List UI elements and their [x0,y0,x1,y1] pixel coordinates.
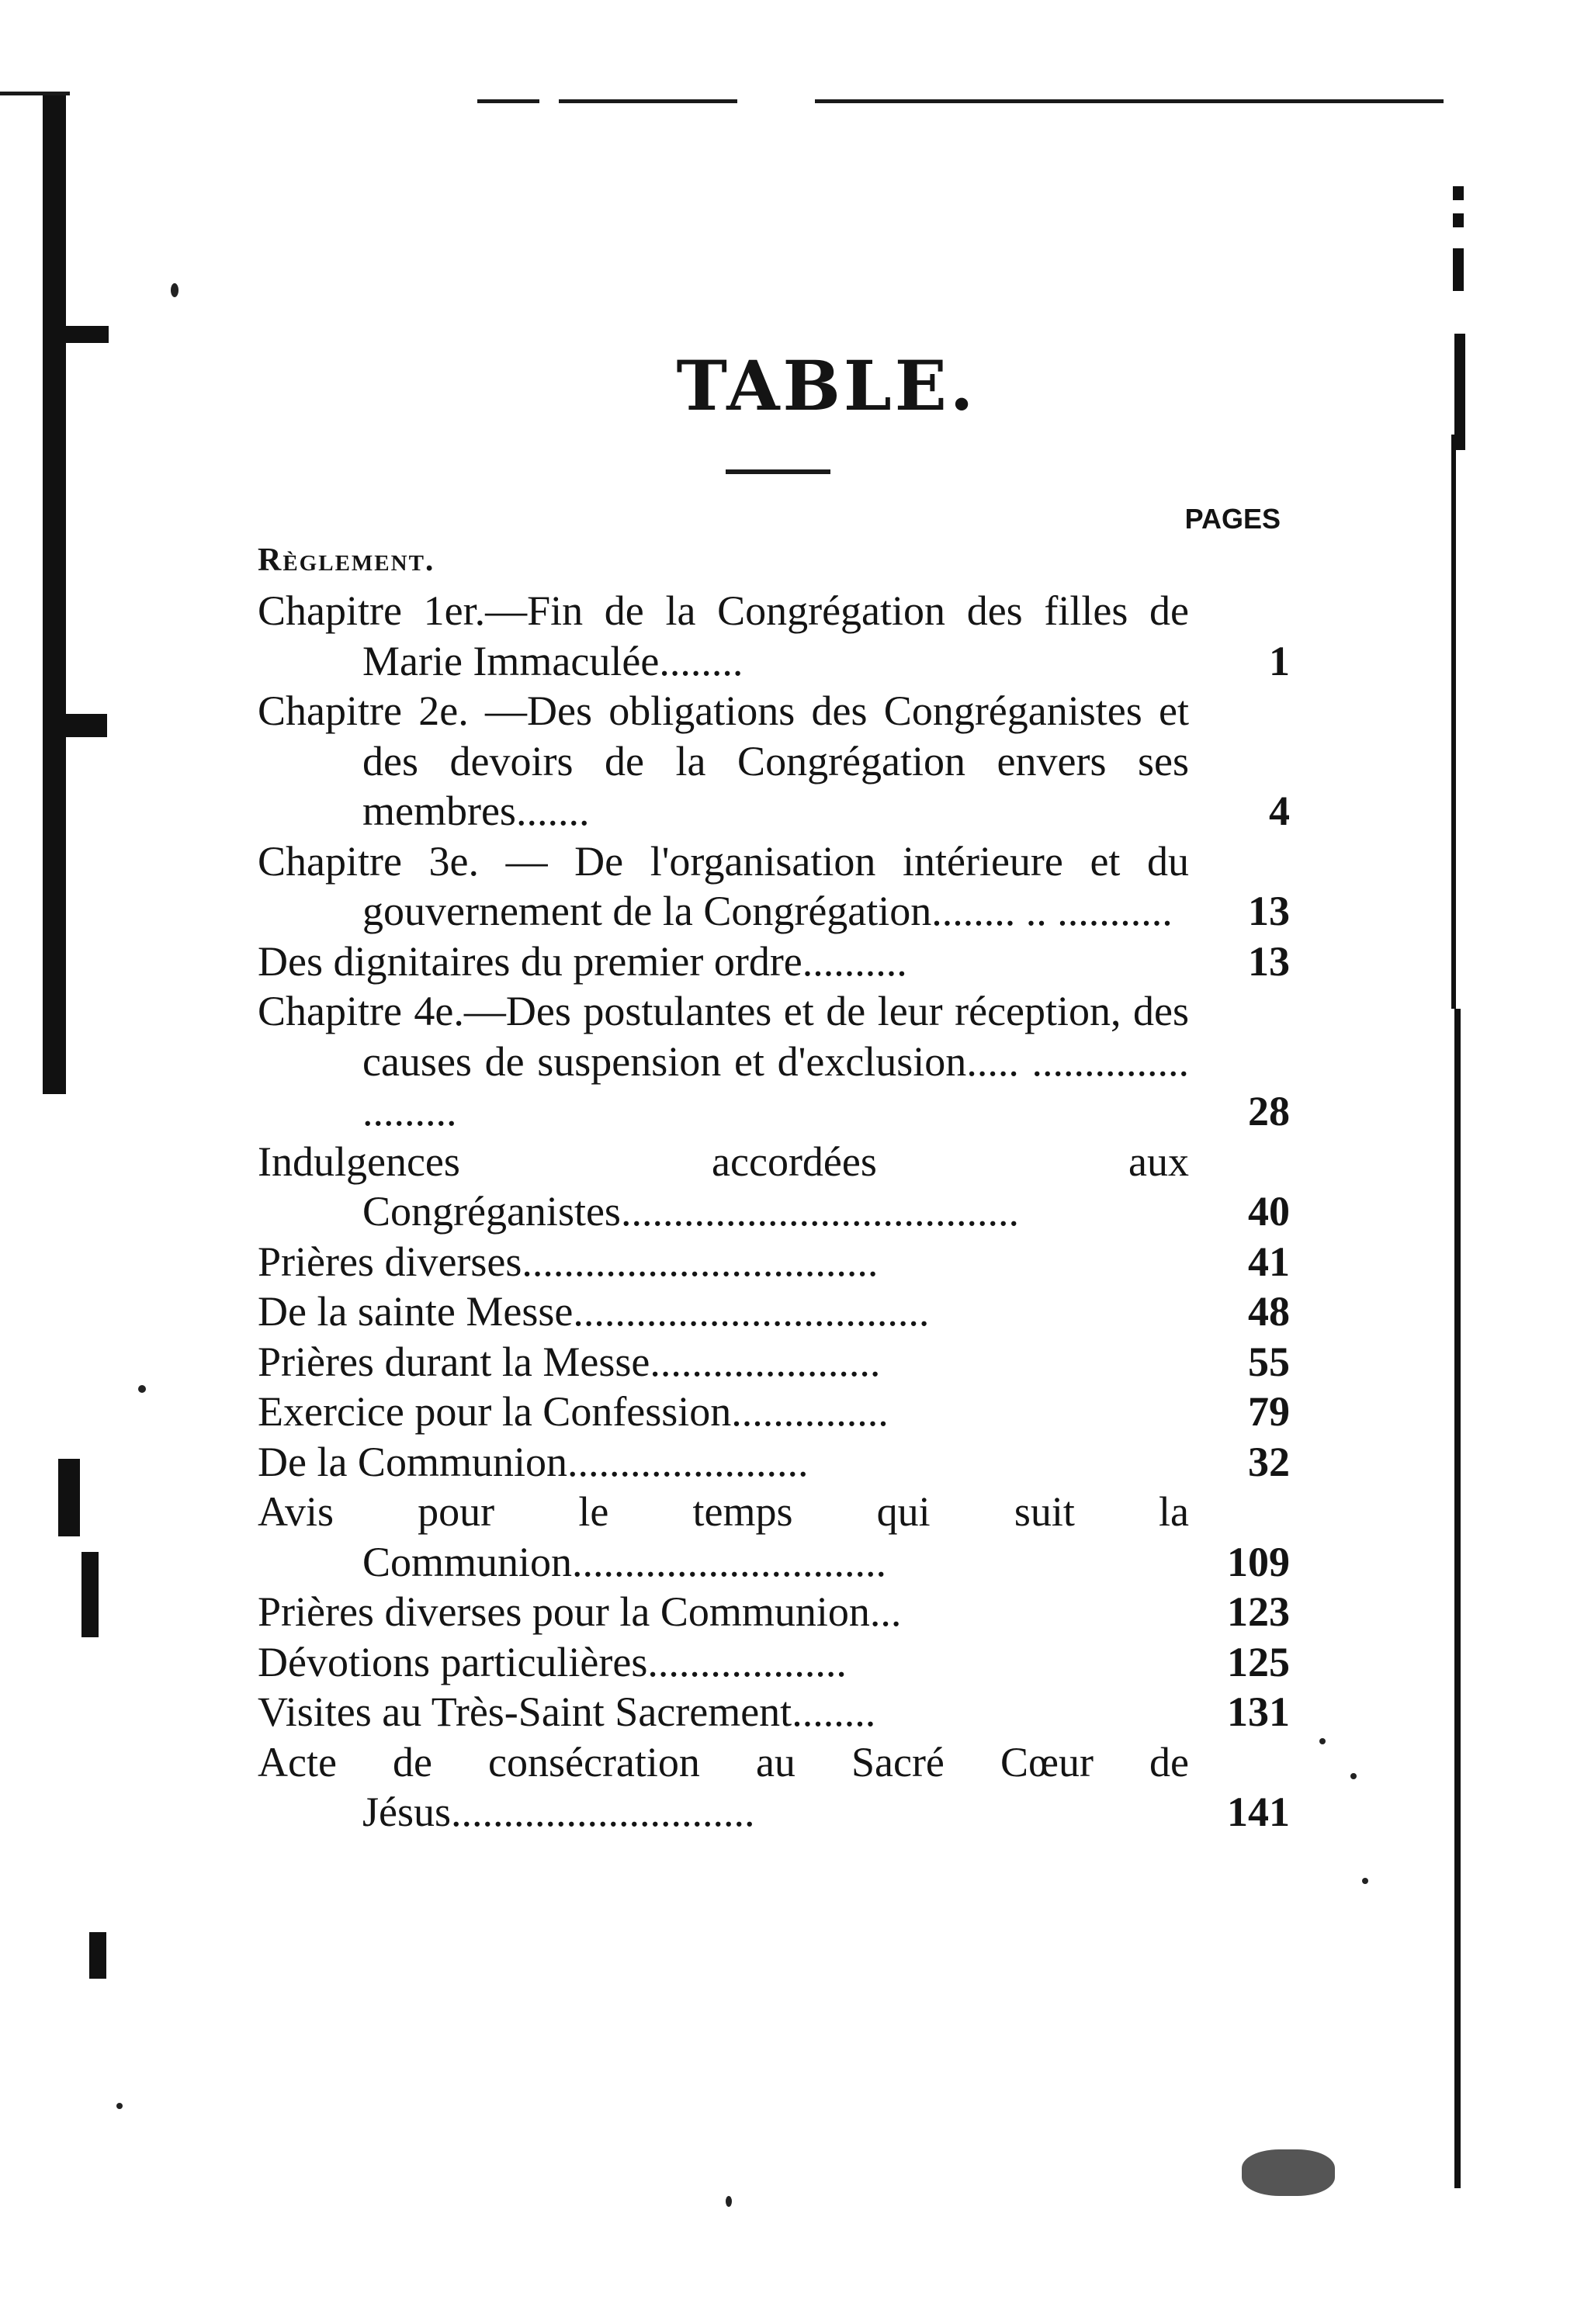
toc-page-number: 1 [1269,637,1290,684]
scan-right-border [1451,435,1456,1009]
toc-page-number: 141 [1227,1789,1290,1835]
toc-dot-leader: ............... [731,1388,889,1435]
toc-entry [258,1237,1290,1287]
table-of-contents [258,586,1290,1837]
scan-right-mark [1453,248,1464,291]
toc-entry-title: Acte de consécration au Sacré Cœur de Jésus [258,1738,1189,1835]
scan-speck [1242,2149,1335,2196]
scan-right-mark [1453,186,1464,200]
toc-entry-title: Indulgences accordées aux Congréganistes [258,1138,1189,1235]
toc-dot-leader: .................................. [573,1288,930,1335]
toc-dot-leader: .......... [802,937,907,985]
scan-speck [726,2196,732,2207]
toc-entry [258,1387,1290,1437]
scan-left-fragment [89,1932,106,1979]
toc-entry [258,937,1290,987]
scan-speck [138,1385,146,1393]
toc-dot-leader: .............................. [572,1538,887,1585]
scan-right-mark [1453,213,1464,227]
pages-column-header: PAGES [1184,503,1281,535]
toc-entry-title: Exercice pour la Confession [258,1388,732,1435]
toc-entry-title: Chapitre 1er.—Fin de la Congrégation des filles de Marie Immaculée [258,587,1189,684]
scan-top-rule [477,99,539,103]
toc-page-number: 13 [1248,888,1290,934]
toc-dot-leader: .................................. [522,1238,879,1285]
scan-right-border [1454,1009,1461,2188]
toc-entry-title: Prières diverses pour la Communion [258,1588,870,1635]
toc-entry-title: Prières durant la Messe [258,1338,650,1385]
toc-entry [258,1437,1290,1488]
scan-left-fragment [58,1459,80,1536]
toc-dot-leader: ....... [515,788,590,834]
toc-page-number: 131 [1227,1688,1290,1735]
toc-page-number: 13 [1248,937,1290,985]
toc-dot-leader: ................... [647,1638,847,1685]
scan-top-rule [0,92,70,95]
toc-entry [258,1637,1290,1688]
toc-entry-title: De la Communion [258,1438,567,1485]
scan-speck [171,283,179,297]
toc-entry [258,586,1290,686]
page-title: TABLE. [676,345,977,426]
scan-top-rule [815,99,1444,103]
toc-entry [258,1687,1290,1737]
toc-entry-title: Chapitre 2e. —Des obligations des Congréganistes et des devoirs de la Congrégation envers ses membres [258,688,1189,834]
toc-entry [258,1487,1290,1587]
toc-dot-leader: ........ .. ........... [931,888,1173,934]
toc-page-number: 40 [1248,1188,1290,1235]
toc-entry [258,986,1290,1137]
toc-dot-leader: ... [869,1588,902,1635]
scan-speck [116,2103,123,2109]
toc-dot-leader: ...................... [650,1338,881,1385]
toc-page-number: 125 [1227,1638,1290,1685]
toc-entry-title: Prières diverses [258,1238,522,1285]
toc-entry [258,1587,1290,1637]
toc-entry [258,1337,1290,1387]
toc-page-number: 4 [1269,788,1290,834]
scan-top-rule [559,99,737,103]
toc-dot-leader: ..... ............... ......... [362,1037,1189,1134]
scan-left-notch [43,326,109,343]
toc-dot-leader: ........ [659,637,744,684]
toc-page-number: 109 [1227,1538,1290,1585]
toc-entry-title: Avis pour le temps qui suit la Communion [258,1488,1189,1585]
toc-entry-title: Dévotions particulières [258,1638,648,1685]
toc-dot-leader: ........ [792,1688,876,1735]
scan-left-notch [53,714,107,737]
scan-left-fragment [81,1552,99,1637]
toc-page-number: 41 [1248,1238,1290,1285]
toc-entry [258,1737,1290,1837]
toc-entry-title: Visites au Très-Saint Sacrement [258,1688,792,1735]
scan-left-border [43,93,66,1094]
toc-page-number: 28 [1248,1088,1290,1134]
toc-page-number: 32 [1248,1438,1290,1485]
toc-page-number: 79 [1248,1388,1290,1435]
scan-speck [1319,1738,1326,1744]
toc-entry [258,836,1290,937]
toc-entry-title: Des dignitaires du premier ordre [258,937,802,985]
toc-page-number: 123 [1227,1588,1290,1635]
scan-speck [1350,1773,1357,1779]
toc-entry [258,1137,1290,1237]
toc-dot-leader: ............................. [451,1789,755,1835]
toc-page-number: 55 [1248,1338,1290,1385]
toc-dot-leader: ...................................... [620,1188,1019,1235]
scan-speck [1362,1878,1368,1884]
toc-dot-leader: ....................... [567,1438,809,1485]
section-heading: Règlement. [258,542,435,578]
title-divider [726,469,830,474]
toc-entry-title: De la sainte Messe [258,1288,574,1335]
toc-entry-title: Chapitre 4e.—Des postulantes et de leur réception, des causes de suspension et d'exclusion [258,988,1189,1085]
toc-entry-title: Chapitre 3e. — De l'organisation intérieure et du gouvernement de la Congrégation [258,837,1189,934]
toc-page-number: 48 [1248,1288,1290,1335]
toc-entry [258,1287,1290,1337]
toc-entry [258,686,1290,836]
